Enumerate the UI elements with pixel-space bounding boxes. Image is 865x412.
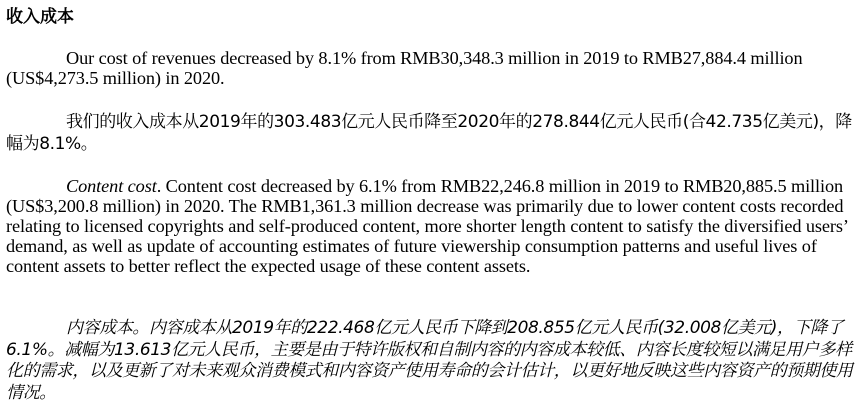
- content-cost-lead-in: Content cost: [66, 176, 157, 196]
- section-heading: 收入成本: [6, 7, 74, 27]
- paragraph-cost-of-revenues-zh: 我们的收入成本从2019年的303.483亿元人民币降至2020年的278.844亿元人民币(合42.735亿美元)，降幅为8.1%。: [6, 112, 852, 154]
- content-cost-body: . Content cost decreased by 6.1% from RMB22,246.8 million in 2019 to RMB20,885.5 million (US$3,200.8 million) in 2020. The RMB1,361.3 million decrease was primarily due to lower content costs recorded relating to licensed copyrights and self-produced content, more shorter length content to satisfy the diversified users’ demand, as well as update of accounting estimates of future viewership consumption patterns and useful lives of content assets to better reflect the expected usage of these content assets.: [6, 176, 848, 276]
- paragraph-cost-of-revenues-en: Our cost of revenues decreased by 8.1% from RMB30,348.3 million in 2019 to RMB27,884.4 million (US$4,273.5 million) in 2020.: [6, 48, 803, 88]
- paragraph-content-cost-en: [6, 176, 858, 276]
- paragraph-content-cost-zh: 内容成本。内容成本从2019年的222.468亿元人民币下降到208.855亿元人民币(32.008亿美元)，下降了6.1%。减幅为13.613亿元人民币，主要是由于特许版权和自制内容的内容成本较低、内容长度较短以满足用户多样化的需求，以及更新了对未来观众消费模式和内容资产使用寿命的会计估计，以更好地反映这些内容资产的预期使用情况。: [6, 318, 853, 403]
